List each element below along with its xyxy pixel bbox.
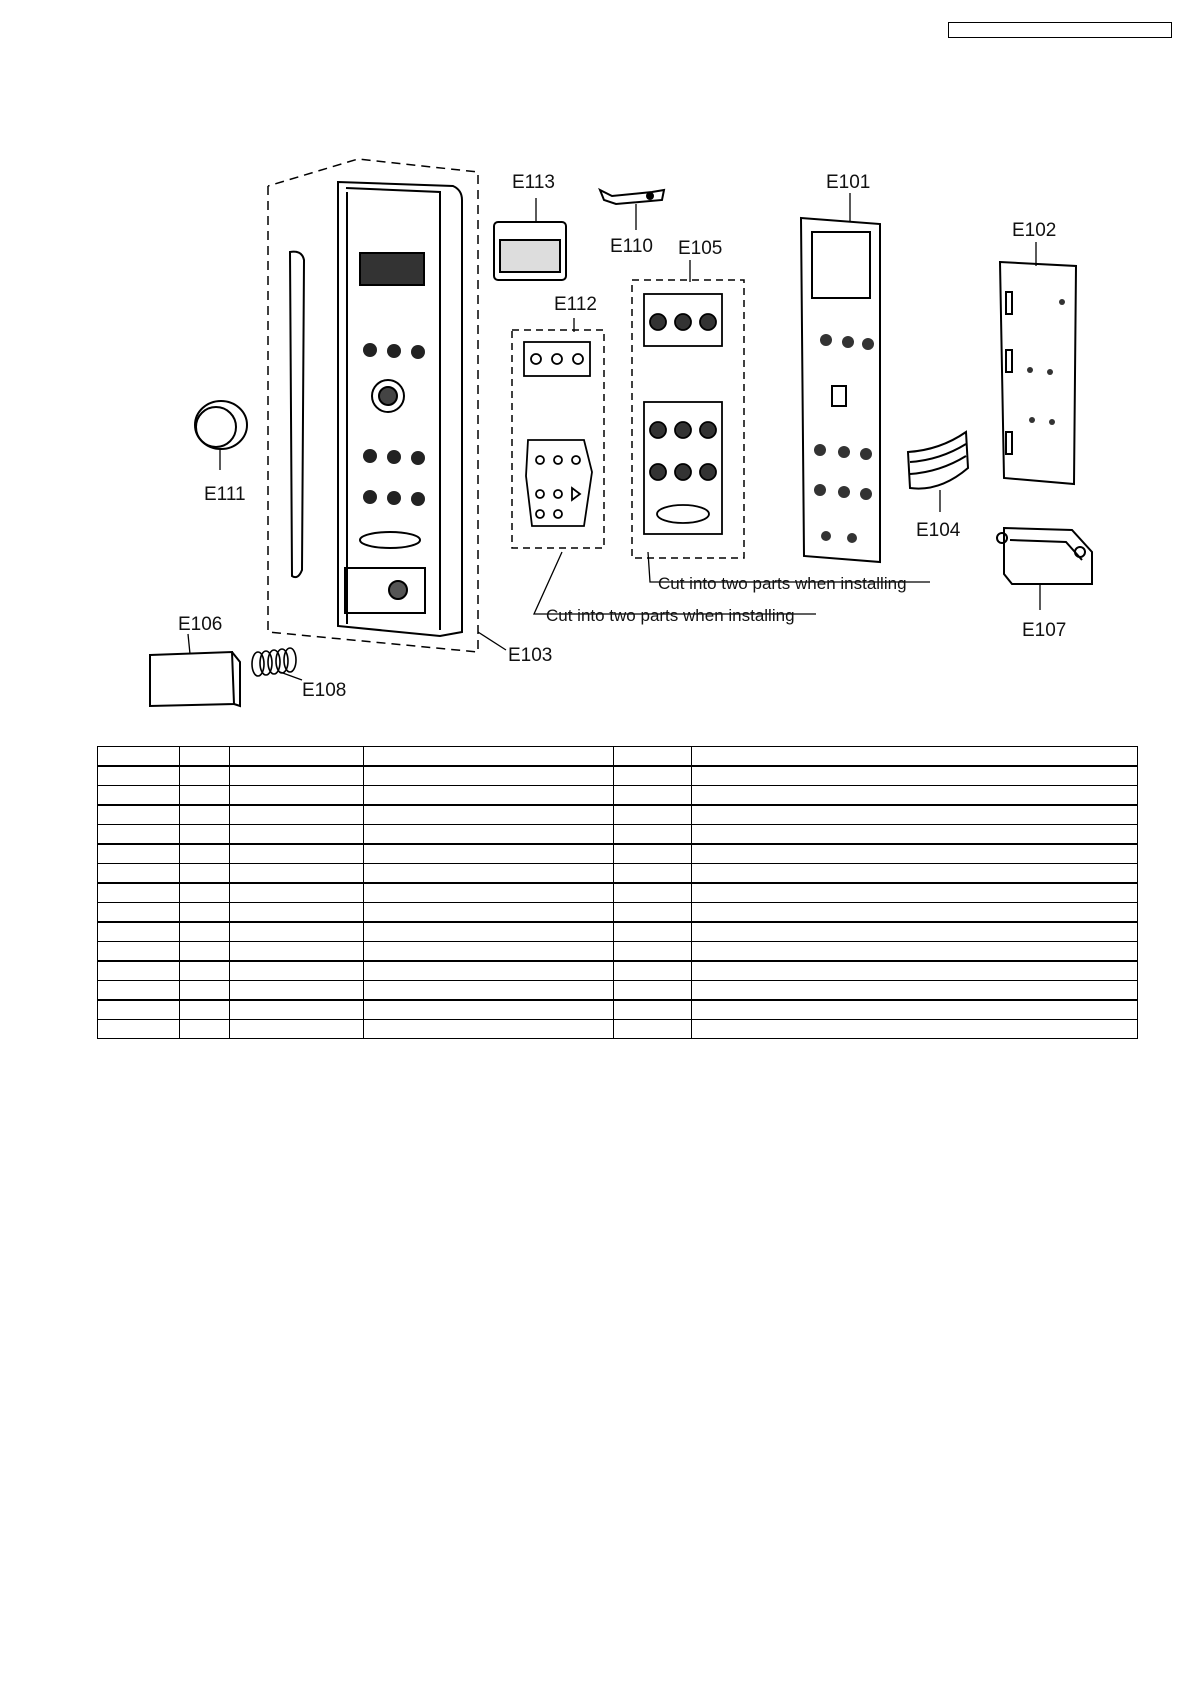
table-cell bbox=[230, 766, 364, 786]
table-cell bbox=[364, 942, 614, 962]
table-cell bbox=[614, 961, 692, 981]
table-row bbox=[98, 903, 1138, 923]
cut-note-1: Cut into two parts when installing bbox=[658, 574, 907, 593]
table-cell bbox=[692, 903, 1138, 923]
table-cell bbox=[98, 1000, 180, 1020]
label-e110: E110 bbox=[610, 236, 653, 257]
table-cell bbox=[230, 942, 364, 962]
table-cell bbox=[230, 1000, 364, 1020]
table-cell bbox=[180, 864, 230, 884]
table-row bbox=[98, 844, 1138, 864]
table-cell bbox=[364, 844, 614, 864]
table-cell bbox=[230, 922, 364, 942]
table-cell bbox=[692, 747, 1138, 767]
table-cell bbox=[98, 903, 180, 923]
table-cell bbox=[614, 1020, 692, 1039]
table-cell bbox=[614, 1000, 692, 1020]
label-e108: E108 bbox=[302, 680, 347, 701]
e104-insulation-sheet bbox=[908, 432, 968, 489]
table-cell bbox=[364, 766, 614, 786]
table-cell bbox=[180, 981, 230, 1001]
table-cell bbox=[614, 786, 692, 806]
table-cell bbox=[180, 844, 230, 864]
table-cell bbox=[692, 922, 1138, 942]
table-cell bbox=[180, 961, 230, 981]
table-cell bbox=[614, 981, 692, 1001]
table-cell bbox=[692, 786, 1138, 806]
table-cell bbox=[364, 961, 614, 981]
table-row bbox=[98, 961, 1138, 981]
table-cell bbox=[692, 825, 1138, 845]
e111-knob bbox=[195, 401, 247, 449]
table-cell bbox=[98, 747, 180, 767]
table-cell bbox=[230, 825, 364, 845]
table-cell bbox=[614, 844, 692, 864]
table-cell bbox=[364, 1020, 614, 1039]
table-cell bbox=[98, 1020, 180, 1039]
table-cell bbox=[230, 961, 364, 981]
table-cell bbox=[230, 786, 364, 806]
label-e106: E106 bbox=[178, 614, 223, 635]
table-row bbox=[98, 786, 1138, 806]
table-cell bbox=[98, 844, 180, 864]
table-cell bbox=[230, 1020, 364, 1039]
e112-membrane-group bbox=[512, 330, 604, 548]
table-row bbox=[98, 766, 1138, 786]
table-cell bbox=[364, 922, 614, 942]
table-cell bbox=[230, 805, 364, 825]
table-row bbox=[98, 942, 1138, 962]
e103-assembly-outline bbox=[268, 159, 478, 652]
table-cell bbox=[230, 864, 364, 884]
table-cell bbox=[98, 786, 180, 806]
table-cell bbox=[98, 942, 180, 962]
label-e105: E105 bbox=[678, 238, 723, 259]
table-cell bbox=[98, 922, 180, 942]
table-cell bbox=[180, 922, 230, 942]
table-cell bbox=[98, 981, 180, 1001]
label-e101: E101 bbox=[826, 172, 871, 193]
table-row bbox=[98, 864, 1138, 884]
table-cell bbox=[614, 747, 692, 767]
table-cell bbox=[230, 883, 364, 903]
table-cell bbox=[614, 805, 692, 825]
label-e107: E107 bbox=[1022, 620, 1067, 641]
table-cell bbox=[180, 805, 230, 825]
table-cell bbox=[98, 961, 180, 981]
table-cell bbox=[692, 981, 1138, 1001]
table-cell bbox=[614, 903, 692, 923]
table-cell bbox=[692, 1000, 1138, 1020]
table-cell bbox=[364, 786, 614, 806]
table-cell bbox=[692, 942, 1138, 962]
table-row bbox=[98, 1020, 1138, 1039]
label-e102: E102 bbox=[1012, 220, 1057, 241]
e101-control-board bbox=[801, 218, 880, 562]
table-cell bbox=[364, 805, 614, 825]
e102-power-board bbox=[1000, 262, 1076, 484]
table-cell bbox=[230, 747, 364, 767]
table-cell bbox=[364, 1000, 614, 1020]
label-e103: E103 bbox=[508, 645, 553, 666]
table-cell bbox=[614, 825, 692, 845]
table-cell bbox=[364, 903, 614, 923]
table-row bbox=[98, 747, 1138, 767]
table-cell bbox=[180, 766, 230, 786]
table-cell bbox=[180, 1020, 230, 1039]
table-cell bbox=[692, 844, 1138, 864]
e103-control-panel bbox=[338, 182, 462, 636]
table-cell bbox=[692, 864, 1138, 884]
table-row bbox=[98, 825, 1138, 845]
table-cell bbox=[692, 883, 1138, 903]
e106-door-button bbox=[150, 652, 240, 706]
table-row bbox=[98, 883, 1138, 903]
table-cell bbox=[98, 766, 180, 786]
label-e112: E112 bbox=[554, 294, 597, 315]
table-cell bbox=[180, 903, 230, 923]
table-row bbox=[98, 805, 1138, 825]
table-cell bbox=[364, 747, 614, 767]
table-cell bbox=[98, 864, 180, 884]
e105-key-holder-group bbox=[632, 280, 744, 558]
table-cell bbox=[98, 883, 180, 903]
table-cell bbox=[180, 883, 230, 903]
e107-holder bbox=[997, 528, 1092, 584]
label-e113: E113 bbox=[512, 172, 555, 193]
table-cell bbox=[614, 883, 692, 903]
table-cell bbox=[98, 805, 180, 825]
table-cell bbox=[364, 883, 614, 903]
table-cell bbox=[230, 844, 364, 864]
label-e104: E104 bbox=[916, 520, 961, 541]
table-cell bbox=[614, 922, 692, 942]
parts-list-table bbox=[97, 746, 1138, 1039]
e108-spring bbox=[252, 648, 296, 676]
decorative-strip bbox=[290, 252, 304, 577]
table-cell bbox=[692, 1020, 1138, 1039]
table-cell bbox=[614, 766, 692, 786]
table-cell bbox=[180, 747, 230, 767]
table-cell bbox=[614, 942, 692, 962]
table-cell bbox=[364, 981, 614, 1001]
table-cell bbox=[230, 903, 364, 923]
exploded-parts-diagram bbox=[0, 0, 1190, 720]
table-cell bbox=[180, 786, 230, 806]
table-row bbox=[98, 922, 1138, 942]
table-row bbox=[98, 1000, 1138, 1020]
table-cell bbox=[364, 825, 614, 845]
cut-note-2: Cut into two parts when installing bbox=[546, 606, 795, 625]
e110-bracket bbox=[600, 190, 664, 204]
table-cell bbox=[180, 942, 230, 962]
table-cell bbox=[692, 961, 1138, 981]
table-cell bbox=[180, 825, 230, 845]
e113-display-window bbox=[494, 222, 566, 280]
table-row bbox=[98, 981, 1138, 1001]
table-cell bbox=[180, 1000, 230, 1020]
table-cell bbox=[230, 981, 364, 1001]
table-cell bbox=[98, 825, 180, 845]
table-cell bbox=[692, 805, 1138, 825]
table-cell bbox=[614, 864, 692, 884]
label-e111: E111 bbox=[204, 484, 246, 505]
table-cell bbox=[692, 766, 1138, 786]
table-cell bbox=[364, 864, 614, 884]
